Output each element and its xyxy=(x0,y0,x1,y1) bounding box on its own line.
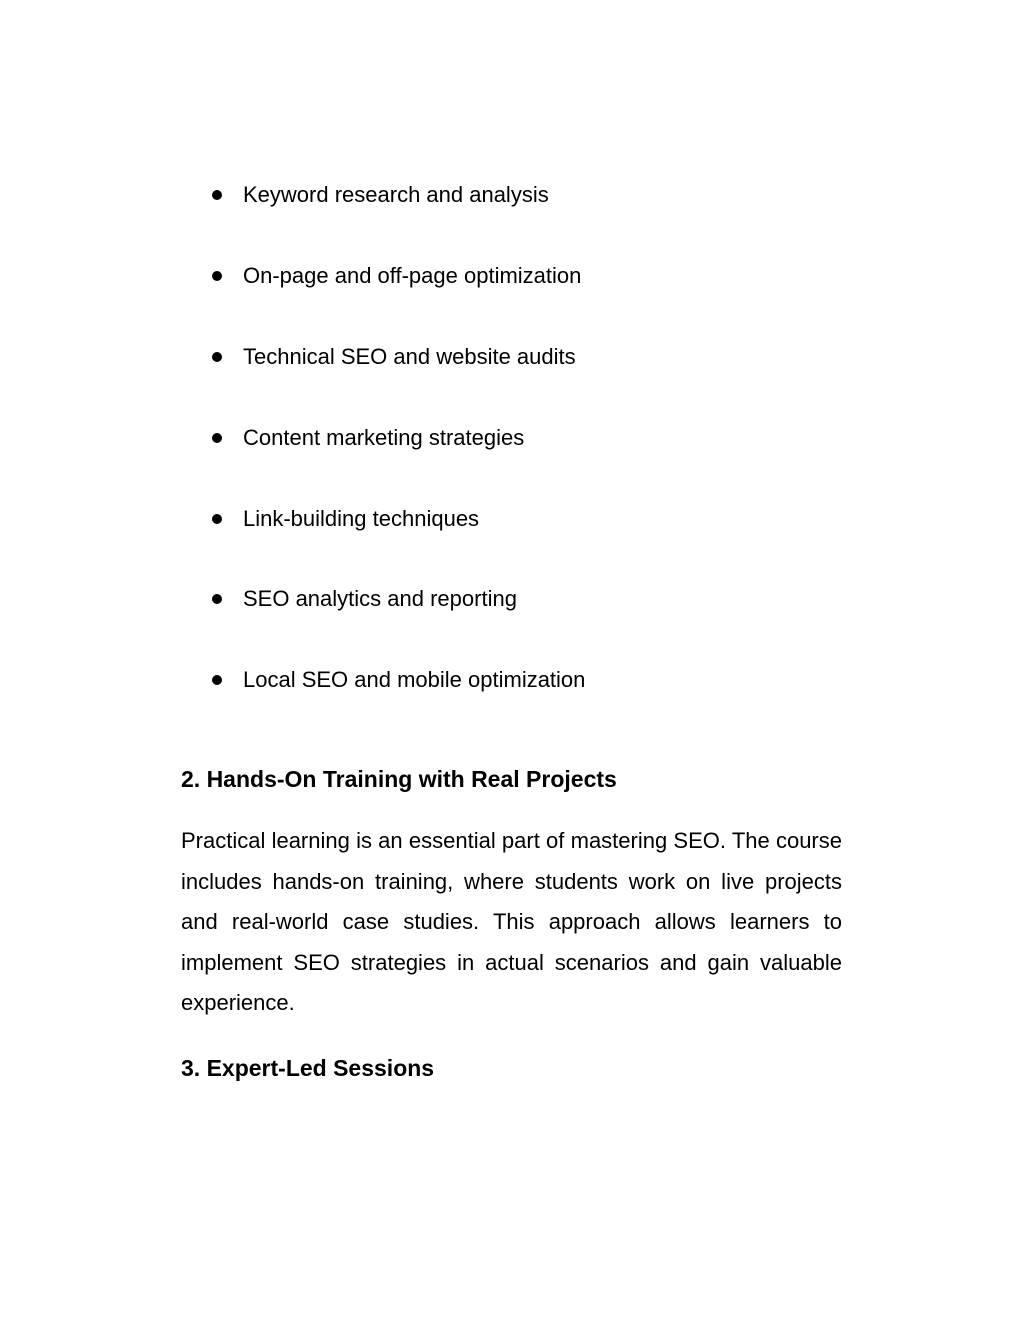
list-item xyxy=(210,343,576,371)
list-item xyxy=(210,666,585,694)
list-item xyxy=(210,262,581,290)
bullet-icon xyxy=(212,271,222,281)
section-heading-expert-led-sessions: 3. Expert-Led Sessions xyxy=(181,1055,435,1081)
list-item-text: Technical SEO and website audits xyxy=(243,344,576,369)
section-heading-hands-on-training: 2. Hands-On Training with Real Projects xyxy=(181,766,617,792)
list-item-text: Local SEO and mobile optimization xyxy=(243,667,586,692)
list-item xyxy=(210,505,479,533)
bullet-icon xyxy=(212,352,222,362)
list-item-text: Keyword research and analysis xyxy=(243,182,549,207)
list-item-text: Link-building techniques xyxy=(243,506,480,531)
list-item-text: On-page and off-page optimization xyxy=(243,263,582,288)
list-item xyxy=(210,585,517,613)
list-item-text: Content marketing strategies xyxy=(243,425,525,450)
bullet-icon xyxy=(212,433,222,443)
bullet-icon xyxy=(212,514,222,524)
list-item xyxy=(210,424,524,452)
bullet-icon xyxy=(212,190,222,200)
list-item xyxy=(210,181,549,209)
bullet-icon xyxy=(212,675,222,685)
bullet-icon xyxy=(212,594,222,604)
section-paragraph-hands-on-training: Practical learning is an essential part of mastering SEO. The course includes hands-on training, where students work on live projects and real-world case studies. This approach allows learners to implement SEO strategies in actual scenarios and gain valuable experience. xyxy=(181,828,842,1015)
list-item-text: SEO analytics and reporting xyxy=(243,586,517,611)
